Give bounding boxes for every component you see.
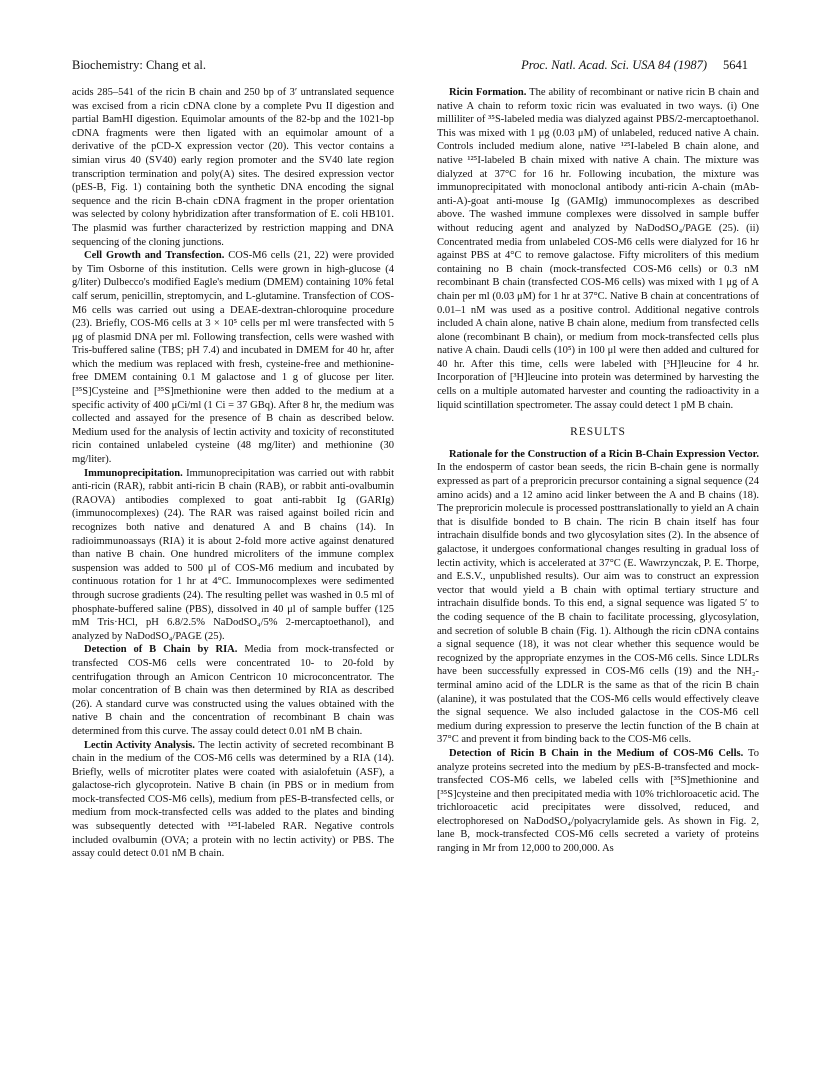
page-number: 5641 bbox=[723, 58, 748, 72]
paragraph-cloning: acids 285–541 of the ricin B chain and 250 bp of 3′ untranslated sequence was excised from a ricin cDNA clone by a complete Pvu II digestion and partial BamHI digestion. Equimolar amounts of the 82-bp and the 1021-bp cDNA fragments were then ligated with an equimolar amount of a derivative of the pCD-X expression vector (20). This vector contains a simian virus 40 (SV40) early region promoter and the SV40 late region transcription termination and poly(A) sites. The desired expression vector (pES-B, Fig. 1) containing both the synthetic DNA encoding the signal sequence and the ricin B-chain cDNA fragment in the proper orientation was selected by colony hybridization after transformation of E. coli HB101. The plasmid was further characterized by restriction mapping and DNA sequencing of the cloning junctions. bbox=[72, 87, 394, 248]
text-ria: Media from mock-transfected or transfected COS-M6 cells were concentrated 10- to 20-fold by centrifugation through an Amicon Centricon 10 microconcentrator. The molar concentration of B chain was then determined by RIA as described (26). A standard curve was constructed using the values obtained with the native B chain and the concentration of recombinant B chain was determined from this curve. The assay could detect 0.01 nM B chain. bbox=[72, 644, 394, 737]
text-rationale: In the endosperm of castor bean seeds, the ricin B-chain gene is normally expressed as part of a preproricin precursor containing a signal sequence (24 amino acids) and a 12 amino acid linker between the A and B chains (18). The preproricin molecule is processed posttranslationally to yield an A chain that is disulfide bonded to B chain. The ricin B chain itself has four intrachain disulfide bonds and two glycosylation sites (2). In the absence of galactose, it undergoes conformational changes resulting in gradual loss of lectin activity, which is accelerated at 37°C (E. Wawrzynczak, P. E. Thorpe, and E.S.V., unpublished results). Our aim was to construct an expression vector that would yield a B chain with optimal tertiary structure and intrachain disulfide bonds. To this end, a signal sequence was ligated 5′ to the coding sequence of the B chain to facilitate processing, glycosylation, and secretion of soluble B chain (Fig. 1). Although the ricin cDNA contains a signal sequence (18), it was not clear whether this sequence would be recognized by the appropriate enzymes in the COS-M6 cells. Since LDLRs have been successfully expressed in COS-M6 cells (19) and the NH₂-terminal amino acid of the LDLR is the same as that of the ricin B chain (alanine), it was postulated that the COS-M6 cells would effectively cleave the signal sequence. We also included galactose in the COS-M6 cell medium during expression to preserve the lectin function of the B chain at 37°C and prevent it from binding back to the COS-M6 cells. bbox=[437, 462, 759, 746]
paragraph-lectin bbox=[72, 739, 394, 861]
heading-rationale: Rationale for the Construction of a Ricin B-Chain Expression Vector. bbox=[449, 448, 759, 460]
heading-lectin: Lectin Activity Analysis. bbox=[84, 739, 195, 751]
paragraph-detection bbox=[437, 747, 759, 856]
text-ricin-formation: The ability of recombinant or native ricin B chain and native A chain to reform toxic ricin was evaluated in two ways. (i) One milliliter of ³⁵S-labeled media was dialyzed against PBS/2-mercaptoethanol. This was mixed with 1 μg (0.03 μM) of unlabeled, reduced native A chain. Controls included medium alone, native ¹²⁵I-labeled B chain alone, and native ¹²⁵I-labeled B chain mixed with native A chain. The mixture was dialyzed at 37°C for 16 hr. Following incubation, the mixture was immunoprecipitated with monoclonal antibody anti-ricin A-chain (mAb-anti-A)-goat anti-mouse Ig (GAMIg) immunocomplexes as described above. The washed immune complexes were dissolved in sample buffer without reducing agent and analyzed by NaDodSO₄/PAGE (25). (ii) Concentrated media from unlabeled COS-M6 cells were dialyzed for 16 hr against PBS at 4°C to remove galactose. Fifty microliters of this medium containing no B chain (mock-transfected COS-M6 cells) or 0.3 nM recombinant B chain (transfected COS-M6 cells) was mixed with 1 μg of A chain per ml (0.03 μM) for 1 hr at 37°C. Native B chain at concentrations of 0.01–1 nM was used as a positive control. Additional negative controls included A chain alone, native B chain alone, medium from transfected cells alone (recombinant B chain), or medium from mock-transfected cells plus native A chain. Daudi cells (10⁵) in 100 μl were then added and cultured for 40 hr. After this time, cells were labeled with [³H]leucine for 4 hr. Incorporation of [³H]leucine into protein was determined by harvesting the cells on a multiple automated harvester and counting the radioactivity in a liquid scintillation spectrometer. The assay could detect 1 pM B chain. bbox=[437, 87, 759, 411]
heading-ria: Detection of B Chain by RIA. bbox=[84, 644, 238, 656]
running-header bbox=[72, 58, 748, 78]
text-immunoprecipitation: Immunoprecipitation was carried out with rabbit anti-ricin (RAR), rabbit anti-ricin B chain (RAB), or rabbit anti-ovalbumin (RAOVA) antibodies complexed to goat anti-rabbit Ig (GARIg) (immunocomplexes) (24). The RAR was raised against boiled ricin and recognizes both native and denatured A and B chains (14). In radioimmunoassays (RIA) it is about 2-fold more active against denatured than native B chain. One hundred microliters of the immune complex suspension was added to 500 μl of COS-M6 medium and incubated by continuous rotation for 1 hr at 4°C. Immunocomplexes were sedimented through sucrose gradients (24). The resulting pellet was washed in 0.5 ml of phosphate-buffered saline (PBS), dissolved in 40 μl of sample buffer (125 mM Tris·HCl, pH 6.8/2.5% NaDodSO₄/5% 2-mercaptoethanol), and analyzed by NaDodSO₄/PAGE (25). bbox=[72, 467, 394, 642]
paragraph-rationale bbox=[437, 448, 759, 747]
header-journal-left: Biochemistry: Chang et al. bbox=[72, 58, 207, 72]
heading-cell-growth: Cell Growth and Transfection. bbox=[84, 250, 225, 262]
text-cell-growth: COS-M6 cells (21, 22) were provided by Tim Osborne of this institution. Cells were grown in high-glucose (4 g/liter) Dulbecco's modified Eagle's medium (DMEM) containing 10% fetal calf serum, penicillin, streptomycin, and L-glutamine. Transfection of COS-M6 cells was carried out using a DEAE-dextran-chloroquine procedure (23). Briefly, COS-M6 cells at 3 × 10⁵ cells per ml were transfected with 5 μg of plasmid DNA per ml. Following transfection, cells were washed with Tris-buffered saline (TBS; pH 7.4) and incubated in DMEM for 40 hr, after which the medium was replaced with fresh, cysteine-free and methionine-free DMEM containing 0.1 M galactose and 1 g of glucose per liter. [³⁵S]Cysteine and [³⁵S]methionine were then added to the medium at a specific activity of 400 μCi/ml (1 Ci = 37 GBq). After 8 hr, the medium was collected and assayed for the presence of B chain as described below. Medium used for the analysis of lectin activity and toxicity of reconstituted ricin contained unlabeled cysteine (48 mg/liter) and methionine (30 mg/liter). bbox=[72, 250, 394, 466]
section-title-results: RESULTS bbox=[570, 426, 626, 439]
heading-ricin-formation: Ricin Formation. bbox=[449, 87, 527, 98]
paragraph-immunoprecipitation bbox=[72, 467, 394, 644]
text-lectin: The lectin activity of secreted recombinant B chain in the medium of the COS-M6 cells was determined by a RIA (14). Briefly, wells of microtiter plates were coated with asialofetuin (ASF), a galactose-rich glycoprotein. Native B chain (in PBS or in medium from mock-transfected COS-M6 cells), medium from pES-B-transfected cells, or medium from mock-transfected cells was added to the plates and binding was subsequently detected with ¹²⁵I-labeled RAR. Negative controls included ovalbumin (OVA; a protein with no lectin activity) or PBS. The assay could detect 0.01 nM B chain. bbox=[72, 739, 394, 860]
heading-immunoprecipitation: Immunoprecipitation. bbox=[84, 467, 183, 479]
right-column bbox=[437, 86, 759, 856]
text-detection: To analyze proteins secreted into the medium by pES-B-transfected and mock-transfected COS-M6 cells, we labeled cells with [³⁵S]methionine and [³⁵S]cysteine and then precipitated media with 10% trichloroacetic acid. The trichloroacetic acid precipitates were dissolved, reduced, and electrophoresed on NaDodSO₄/polyacrylamide gels. As shown in Fig. 2, lane B, mock-transfected COS-M6 cells secreted a variety of proteins ranging in Mr from 12,000 to 200,000. As bbox=[437, 747, 759, 855]
left-column bbox=[72, 86, 394, 861]
header-journal-right bbox=[521, 58, 748, 73]
heading-detection: Detection of Ricin B Chain in the Medium of COS-M6 Cells. bbox=[449, 747, 744, 759]
paragraph-ricin-formation bbox=[437, 86, 759, 412]
paragraph-cell-growth bbox=[72, 249, 394, 467]
header-journal-citation: Proc. Natl. Acad. Sci. USA 84 (1987) bbox=[521, 58, 707, 72]
paragraph-ria bbox=[72, 643, 394, 738]
